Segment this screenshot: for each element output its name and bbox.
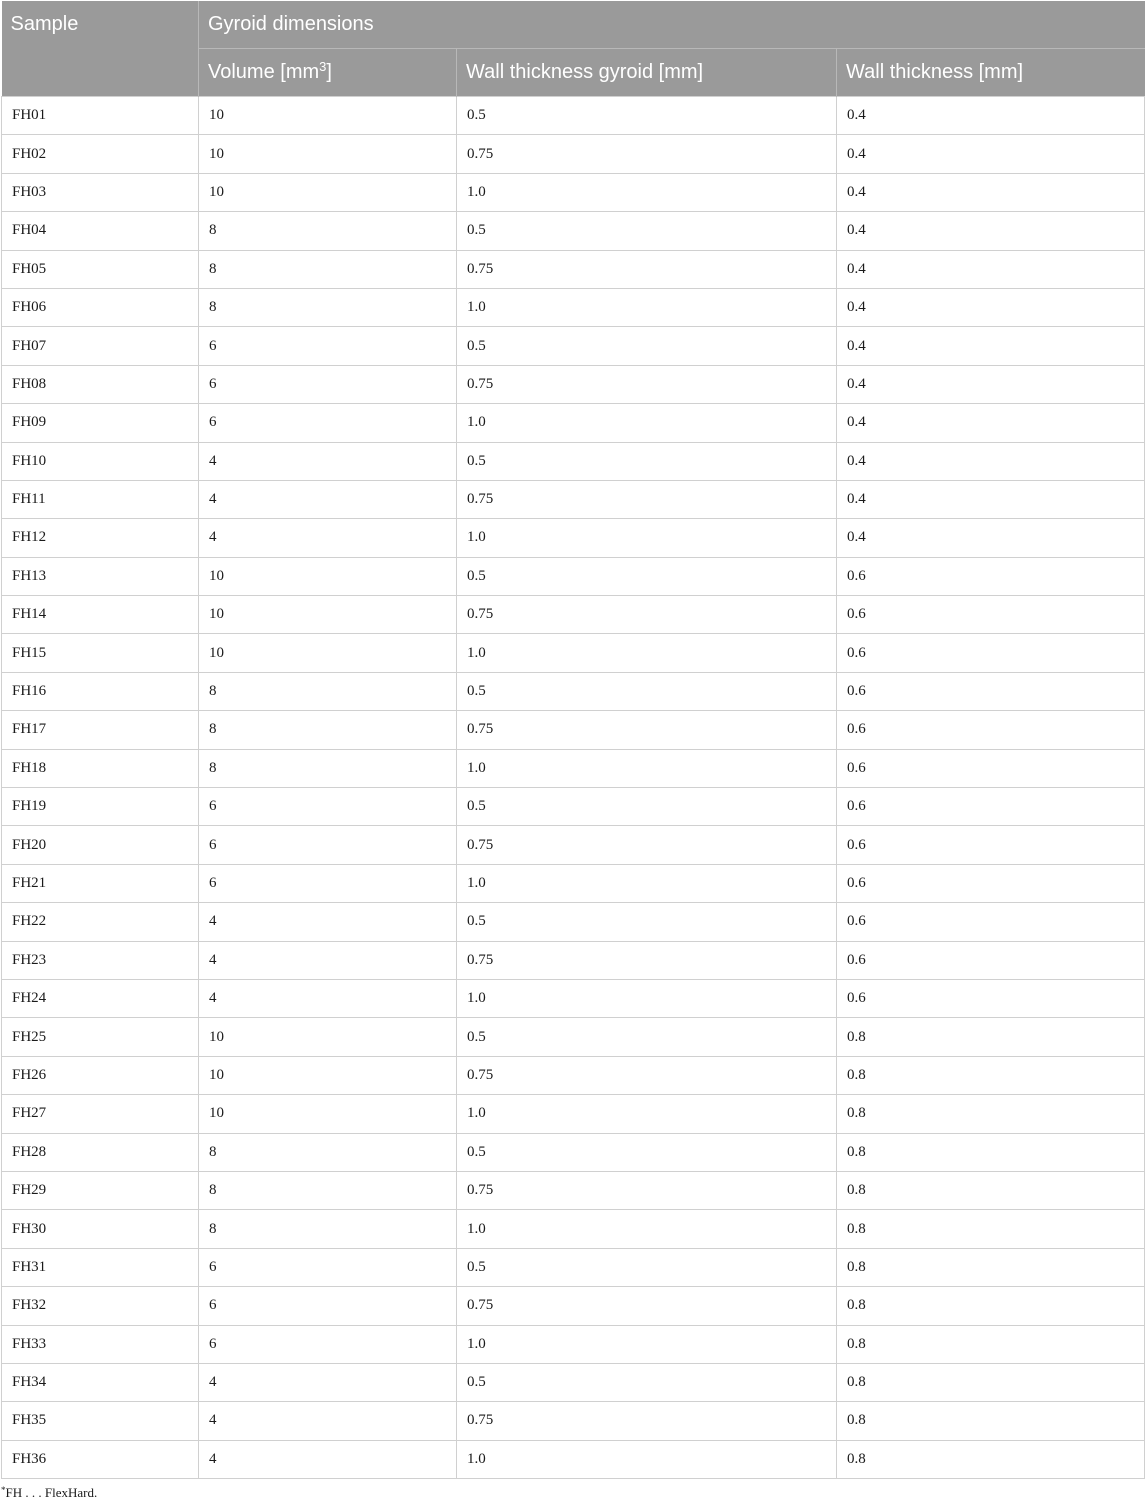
cell-wall: 0.4 [837, 135, 1145, 173]
cell-wall-gyroid: 1.0 [457, 634, 837, 672]
cell-sample: FH31 [2, 1248, 199, 1286]
cell-wall: 0.8 [837, 1133, 1145, 1171]
cell-volume: 6 [199, 788, 457, 826]
cell-wall-gyroid: 1.0 [457, 519, 837, 557]
table-row [2, 634, 1145, 672]
cell-volume: 4 [199, 480, 457, 518]
cell-wall: 0.8 [837, 1248, 1145, 1286]
table-row [2, 1402, 1145, 1440]
cell-wall-gyroid: 0.75 [457, 711, 837, 749]
cell-wall-gyroid: 1.0 [457, 864, 837, 902]
cell-volume: 4 [199, 979, 457, 1017]
table-row [2, 941, 1145, 979]
cell-wall-gyroid: 0.5 [457, 1248, 837, 1286]
table-row [2, 1171, 1145, 1209]
table-row [2, 97, 1145, 135]
cell-volume: 6 [199, 365, 457, 403]
cell-volume: 4 [199, 1363, 457, 1401]
cell-wall: 0.8 [837, 1287, 1145, 1325]
cell-sample: FH20 [2, 826, 199, 864]
table-row [2, 288, 1145, 326]
cell-wall: 0.4 [837, 212, 1145, 250]
cell-volume: 4 [199, 1402, 457, 1440]
cell-volume: 8 [199, 250, 457, 288]
table-row [2, 1056, 1145, 1094]
cell-sample: FH24 [2, 979, 199, 1017]
cell-wall-gyroid: 0.75 [457, 250, 837, 288]
cell-sample: FH15 [2, 634, 199, 672]
table-row [2, 1440, 1145, 1478]
cell-volume: 4 [199, 442, 457, 480]
table-row [2, 1018, 1145, 1056]
cell-wall-gyroid: 0.75 [457, 1287, 837, 1325]
header-volume-label: Volume [mm [208, 61, 320, 83]
cell-sample: FH12 [2, 519, 199, 557]
table-row [2, 596, 1145, 634]
cell-volume: 10 [199, 557, 457, 595]
cell-wall-gyroid: 1.0 [457, 404, 837, 442]
cell-volume: 6 [199, 1287, 457, 1325]
cell-sample: FH30 [2, 1210, 199, 1248]
cell-volume: 10 [199, 596, 457, 634]
cell-volume: 10 [199, 135, 457, 173]
cell-wall-gyroid: 0.5 [457, 442, 837, 480]
cell-wall-gyroid: 0.5 [457, 212, 837, 250]
cell-sample: FH11 [2, 480, 199, 518]
table-header [2, 1, 1145, 97]
cell-sample: FH17 [2, 711, 199, 749]
header-volume-close: ] [326, 61, 332, 83]
cell-wall: 0.4 [837, 288, 1145, 326]
table-row [2, 365, 1145, 403]
cell-volume: 8 [199, 672, 457, 710]
cell-wall: 0.8 [837, 1056, 1145, 1094]
header-wall-thickness: Wall thickness [mm] [837, 49, 1145, 97]
table-row [2, 250, 1145, 288]
header-volume [199, 49, 457, 97]
cell-wall: 0.6 [837, 941, 1145, 979]
table-row [2, 672, 1145, 710]
cell-sample: FH32 [2, 1287, 199, 1325]
cell-sample: FH14 [2, 596, 199, 634]
cell-wall-gyroid: 0.5 [457, 1133, 837, 1171]
cell-wall-gyroid: 0.5 [457, 788, 837, 826]
table-row [2, 826, 1145, 864]
cell-sample: FH13 [2, 557, 199, 595]
cell-volume: 6 [199, 404, 457, 442]
cell-wall: 0.8 [837, 1171, 1145, 1209]
cell-wall: 0.6 [837, 903, 1145, 941]
cell-wall-gyroid: 0.5 [457, 672, 837, 710]
cell-volume: 10 [199, 97, 457, 135]
cell-sample: FH36 [2, 1440, 199, 1478]
cell-sample: FH33 [2, 1325, 199, 1363]
cell-sample: FH23 [2, 941, 199, 979]
cell-wall: 0.4 [837, 250, 1145, 288]
cell-wall: 0.6 [837, 864, 1145, 902]
table-row [2, 864, 1145, 902]
cell-sample: FH01 [2, 97, 199, 135]
cell-volume: 10 [199, 1018, 457, 1056]
cell-wall-gyroid: 1.0 [457, 1210, 837, 1248]
table-row [2, 557, 1145, 595]
cell-wall-gyroid: 0.5 [457, 1363, 837, 1401]
cell-sample: FH02 [2, 135, 199, 173]
cell-volume: 6 [199, 826, 457, 864]
table-row [2, 1287, 1145, 1325]
cell-volume: 8 [199, 749, 457, 787]
table-row [2, 173, 1145, 211]
cell-wall: 0.6 [837, 672, 1145, 710]
cell-volume: 8 [199, 288, 457, 326]
cell-wall: 0.8 [837, 1325, 1145, 1363]
table-row [2, 1133, 1145, 1171]
cell-wall: 0.8 [837, 1363, 1145, 1401]
cell-sample: FH04 [2, 212, 199, 250]
table-row [2, 1095, 1145, 1133]
cell-volume: 4 [199, 941, 457, 979]
header-sample: Sample [2, 1, 199, 97]
cell-wall-gyroid: 0.5 [457, 1018, 837, 1056]
cell-volume: 6 [199, 327, 457, 365]
cell-wall: 0.8 [837, 1095, 1145, 1133]
cell-volume: 4 [199, 903, 457, 941]
cell-wall-gyroid: 0.75 [457, 480, 837, 518]
cell-wall: 0.6 [837, 711, 1145, 749]
table-row [2, 788, 1145, 826]
cell-volume: 8 [199, 711, 457, 749]
cell-wall-gyroid: 1.0 [457, 173, 837, 211]
header-gyroid-dimensions: Gyroid dimensions [199, 1, 1145, 49]
cell-wall: 0.4 [837, 97, 1145, 135]
cell-sample: FH07 [2, 327, 199, 365]
table-row [2, 480, 1145, 518]
cell-wall: 0.6 [837, 749, 1145, 787]
cell-wall-gyroid: 0.5 [457, 557, 837, 595]
cell-sample: FH10 [2, 442, 199, 480]
header-wall-thickness-gyroid: Wall thickness gyroid [mm] [457, 49, 837, 97]
cell-volume: 8 [199, 1171, 457, 1209]
table-row [2, 135, 1145, 173]
cell-sample: FH22 [2, 903, 199, 941]
cell-wall-gyroid: 0.75 [457, 826, 837, 864]
cell-wall-gyroid: 0.75 [457, 596, 837, 634]
cell-wall: 0.6 [837, 596, 1145, 634]
cell-sample: FH16 [2, 672, 199, 710]
table-row [2, 404, 1145, 442]
cell-volume: 6 [199, 1248, 457, 1286]
table-row [2, 442, 1145, 480]
footnote-text: FH . . . FlexHard. [5, 1485, 98, 1500]
cell-wall-gyroid: 1.0 [457, 1095, 837, 1133]
cell-sample: FH35 [2, 1402, 199, 1440]
table-row [2, 327, 1145, 365]
cell-wall-gyroid: 0.75 [457, 1171, 837, 1209]
cell-wall: 0.8 [837, 1018, 1145, 1056]
cell-volume: 4 [199, 1440, 457, 1478]
cell-wall-gyroid: 0.5 [457, 97, 837, 135]
cell-wall: 0.6 [837, 826, 1145, 864]
cell-volume: 8 [199, 1133, 457, 1171]
cell-wall-gyroid: 0.75 [457, 365, 837, 403]
table-footnote [1, 1485, 97, 1501]
cell-volume: 8 [199, 212, 457, 250]
cell-sample: FH28 [2, 1133, 199, 1171]
cell-sample: FH26 [2, 1056, 199, 1094]
cell-sample: FH03 [2, 173, 199, 211]
table-body [2, 97, 1145, 1479]
cell-wall-gyroid: 0.5 [457, 903, 837, 941]
cell-sample: FH34 [2, 1363, 199, 1401]
cell-volume: 6 [199, 1325, 457, 1363]
cell-wall: 0.4 [837, 404, 1145, 442]
cell-volume: 8 [199, 1210, 457, 1248]
cell-wall-gyroid: 1.0 [457, 1440, 837, 1478]
cell-wall-gyroid: 0.75 [457, 941, 837, 979]
cell-wall: 0.4 [837, 442, 1145, 480]
cell-wall: 0.4 [837, 365, 1145, 403]
cell-wall: 0.8 [837, 1440, 1145, 1478]
cell-wall-gyroid: 0.5 [457, 327, 837, 365]
table-row [2, 212, 1145, 250]
table-row [2, 979, 1145, 1017]
cell-sample: FH29 [2, 1171, 199, 1209]
table-row [2, 1325, 1145, 1363]
cell-wall: 0.8 [837, 1402, 1145, 1440]
cell-wall-gyroid: 1.0 [457, 749, 837, 787]
cell-volume: 6 [199, 864, 457, 902]
cell-volume: 10 [199, 173, 457, 211]
cell-wall: 0.6 [837, 979, 1145, 1017]
cell-wall: 0.6 [837, 788, 1145, 826]
table-row [2, 711, 1145, 749]
cell-wall-gyroid: 0.75 [457, 1056, 837, 1094]
cell-wall-gyroid: 1.0 [457, 288, 837, 326]
cell-sample: FH21 [2, 864, 199, 902]
table-row [2, 749, 1145, 787]
cell-volume: 10 [199, 1056, 457, 1094]
cell-wall-gyroid: 1.0 [457, 979, 837, 1017]
table-row [2, 1210, 1145, 1248]
cell-volume: 10 [199, 634, 457, 672]
cell-volume: 4 [199, 519, 457, 557]
cell-sample: FH25 [2, 1018, 199, 1056]
cell-wall: 0.6 [837, 634, 1145, 672]
footnote-marker: * [1, 1485, 6, 1495]
table-row [2, 903, 1145, 941]
cell-wall-gyroid: 0.75 [457, 135, 837, 173]
cell-sample: FH06 [2, 288, 199, 326]
cell-wall: 0.8 [837, 1210, 1145, 1248]
cell-sample: FH27 [2, 1095, 199, 1133]
cell-wall-gyroid: 1.0 [457, 1325, 837, 1363]
cell-wall: 0.4 [837, 173, 1145, 211]
cell-volume: 10 [199, 1095, 457, 1133]
cell-sample: FH08 [2, 365, 199, 403]
cell-sample: FH05 [2, 250, 199, 288]
cell-sample: FH18 [2, 749, 199, 787]
cell-sample: FH09 [2, 404, 199, 442]
cell-sample: FH19 [2, 788, 199, 826]
header-volume-superscript: 3 [319, 59, 327, 74]
cell-wall: 0.4 [837, 327, 1145, 365]
cell-wall: 0.6 [837, 557, 1145, 595]
cell-wall: 0.4 [837, 519, 1145, 557]
gyroid-samples-table [1, 1, 1145, 1479]
cell-wall: 0.4 [837, 480, 1145, 518]
table-row [2, 519, 1145, 557]
table-row [2, 1248, 1145, 1286]
table-row [2, 1363, 1145, 1401]
cell-wall-gyroid: 0.75 [457, 1402, 837, 1440]
